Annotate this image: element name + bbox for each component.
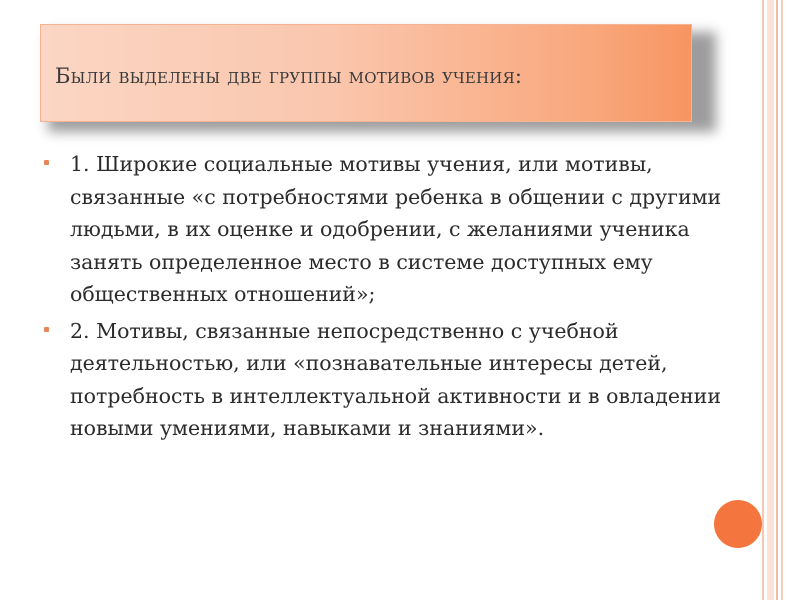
bullet-text: 1. Широкие социальные мотивы учения, или мотивы, связанные «с потребностями ребенка в общении с другими людьми, в их оценке и одобрении, с желаниями ученика занять определенное место в системе доступных ему общественных отношений»; xyxy=(70,152,722,306)
bullet-icon xyxy=(44,327,49,332)
orange-circle-icon xyxy=(714,500,762,548)
slide-title: Были выделены две группы мотивов учения: xyxy=(55,64,523,88)
bullet-item xyxy=(44,315,724,445)
decorative-stripe xyxy=(762,0,764,600)
decorative-stripe xyxy=(781,0,783,600)
decorative-stripe xyxy=(767,0,774,600)
decorative-stripe xyxy=(786,0,800,600)
bullet-text: 2. Мотивы, связанные непосредственно с учебной деятельностью, или «познавательные интересы детей, потребность в интеллектуальной активности и в овладении новыми умениями, навыками и знаниями». xyxy=(70,318,721,440)
bullet-item xyxy=(44,148,724,311)
bullet-list xyxy=(44,148,724,449)
title-banner xyxy=(40,24,692,122)
bullet-icon xyxy=(44,160,49,165)
decorative-stripe xyxy=(776,0,778,600)
